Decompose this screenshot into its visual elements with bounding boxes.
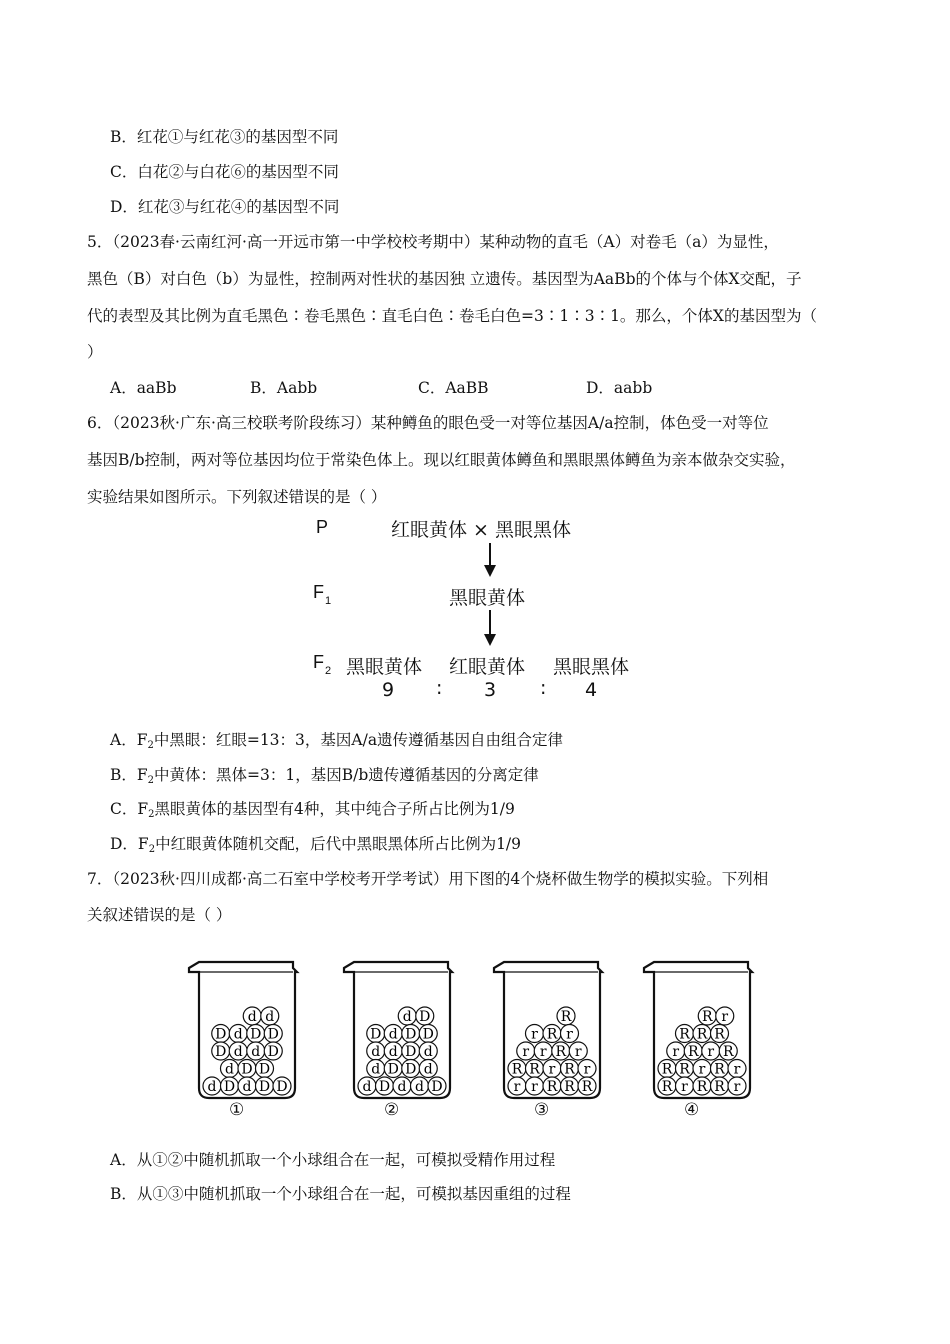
ball-label: d [362,1079,372,1095]
ball-label: D [422,1026,434,1043]
beaker-4 [640,958,760,1108]
q6-stem-line2: 基因B/b控制，两对等位基因均位于常染色体上。现以红眼黄体鳟鱼和黑眼黑体鳟鱼为亲本做杂交实验， [87,451,796,469]
ratio-3: 4 [585,679,598,701]
ball-label: d [242,1079,252,1095]
ball-label: d [265,1009,275,1025]
ball-label: D [419,1009,431,1025]
beaker-2 [340,958,460,1108]
ball-label: r [548,1061,556,1078]
ball-label: R [546,1026,558,1043]
ball-label: D [258,1079,271,1095]
ball-label: D [258,1061,271,1078]
q6-option-a: A．$F_2$中黑眼：红眼=13：3，基因A/a遗传遵循基因自由组合定律 [110,731,564,751]
ball-label: d [388,1026,398,1043]
ball-label: r [531,1026,538,1043]
ball-label: d [423,1061,433,1078]
ball-label: R [696,1026,708,1043]
q7-option-a: A．从①②中随机抓取一个小球组合在一起，可模拟受精作用过程 [110,1151,556,1169]
ball-label: R [529,1061,540,1078]
ball-label: D [223,1079,236,1095]
ball-label: R [564,1061,575,1078]
ball-label: D [405,1026,417,1043]
ball-label: r [522,1044,530,1060]
beaker-caption-4: ④ [684,1100,700,1120]
ball-label: R [581,1079,593,1095]
q6-stem-line1: 6．（2023秋·广东·高三校联考阶段练习）某种鳟鱼的眼色受一对等位基因A/a控制，体色受一对等位 [87,414,769,432]
ball-label: r [539,1044,547,1060]
q6-stem-line3: 实验结果如图所示。下列叙述错误的是（ ） [87,488,387,506]
q7-stem-line1: 7．（2023秋·四川成都·高二石室中学校考开学考试）用下图的4个烧杯做生物学的模拟实验。下列相 [87,870,769,888]
parents-text: 红眼黄体 × 黑眼黑体 [391,519,571,541]
ball-label: d [247,1009,257,1025]
q5-stem-line1: 5．（2023春·云南红河·高一开远市第一中学校校考期中）某种动物的直毛（A）对卷毛（a）为显性， [87,233,779,251]
ratio-colon: : [540,677,547,699]
ball-label: r [721,1009,729,1025]
ball-label: R [564,1079,575,1095]
beaker-caption-2: ② [384,1100,400,1120]
ball-label: R [661,1061,673,1078]
ball-label: R [714,1079,725,1095]
ball-label: R [687,1044,699,1060]
ball-label: r [707,1044,715,1060]
ball-label: D [405,1061,417,1078]
arrow-down-icon [484,610,496,646]
f1-label: $F_1$ [313,582,332,607]
ball-label: R [511,1061,523,1078]
ball-label: D [267,1026,279,1043]
ball-label: d [415,1079,424,1095]
f2-phenotype-2: 红眼黄体 [449,656,526,678]
ball-label: D [370,1026,382,1043]
ball-label: r [733,1061,741,1078]
q5-stem-line3: 代的表型及其比例为直毛黑色∶卷毛黑色∶直毛白色∶卷毛白色=3∶1∶3∶1。那么，个体X的基因型为（ [87,307,817,325]
q5-stem-line2: 黑色（B）对白色（b）为显性，控制两对性状的基因独 立遗传。基因型为AaBb的个体与个体X交配，子 [87,270,802,288]
ball-label: D [215,1044,227,1060]
f1-text: 黑眼黄体 [449,587,526,609]
ball-label: D [250,1026,262,1043]
ball-label: D [431,1079,443,1095]
f2-label: $F_2$ [313,652,332,677]
q5-option-d: D．aabb [586,379,653,397]
p-label: P [316,517,329,537]
q6-option-d: D．$F_2$中红眼黄体随机交配，后代中黑眼黑体所占比例为1/9 [110,835,522,855]
ball-label: R [714,1026,725,1043]
beaker-caption-1: ① [229,1100,245,1120]
ball-label: d [371,1061,381,1078]
beaker-1 [185,958,305,1108]
ball-label: d [251,1044,261,1060]
ball-label: R [555,1044,567,1060]
ball-label: R [696,1079,708,1095]
ball-label: R [679,1026,690,1043]
q4-option-b: B．红花①与红花③的基因型不同 [110,128,339,146]
arrow-down-icon [484,543,496,577]
ball-label: d [397,1079,407,1095]
ball-label: R [714,1061,725,1078]
f2-phenotype-1: 黑眼黄体 [346,656,423,678]
ball-label: R [679,1061,690,1078]
q7-stem-line2: 关叙述错误的是（ ） [87,906,232,924]
ball-label: r [583,1061,591,1078]
ball-label: D [267,1044,279,1060]
ball-label: D [387,1061,399,1078]
q5-option-a: A．aaBb [110,379,177,397]
ball-label: R [722,1044,734,1060]
ball-label: D [215,1026,227,1043]
ratio-colon: : [436,677,443,699]
q6-option-c: C．$F_2$黑眼黄体的基因型有4种，其中纯合子所占比例为1/9 [110,800,515,820]
ball-label: R [661,1079,673,1095]
ball-label: D [276,1079,288,1095]
ball-label: r [672,1044,680,1060]
ball-label: r [574,1044,582,1060]
ball-label: D [378,1079,391,1095]
q7-option-b: B．从①③中随机抓取一个小球组合在一起，可模拟基因重组的过程 [110,1185,571,1203]
ratio-1: 9 [382,679,395,701]
ball-label: R [560,1009,572,1025]
ball-label: r [566,1026,573,1043]
ball-label: r [531,1079,538,1095]
ball-label: d [371,1044,381,1060]
ball-label: d [225,1061,234,1078]
ball-label: D [405,1044,417,1060]
beaker-caption-3: ③ [534,1100,550,1120]
q5-option-b: B．Aabb [250,379,318,397]
f2-phenotype-3: 黑眼黑体 [553,656,630,678]
ball-label: R [546,1079,558,1095]
ball-label: d [233,1026,243,1043]
q5-option-c: C．AaBB [418,379,489,397]
ball-label: D [241,1061,253,1078]
ball-label: d [388,1044,398,1060]
ball-label: R [701,1009,713,1025]
q4-option-c: C．白花②与白花⑥的基因型不同 [110,163,339,181]
ratio-2: 3 [484,679,497,701]
q4-option-d: D．红花③与红花④的基因型不同 [110,198,340,216]
ball-label: d [233,1044,243,1060]
ball-label: r [681,1079,688,1095]
q5-stem-line4: ） [87,343,103,361]
ball-label: r [733,1079,741,1095]
q6-option-b: B．$F_2$中黄体：黑体=3：1，基因B/b遗传遵循基因的分离定律 [110,766,539,786]
ball-label: r [513,1079,521,1095]
ball-label: d [207,1079,217,1095]
ball-label: d [423,1044,433,1060]
ball-label: r [698,1061,706,1078]
ball-label: d [402,1009,412,1025]
beaker-3 [490,958,610,1108]
